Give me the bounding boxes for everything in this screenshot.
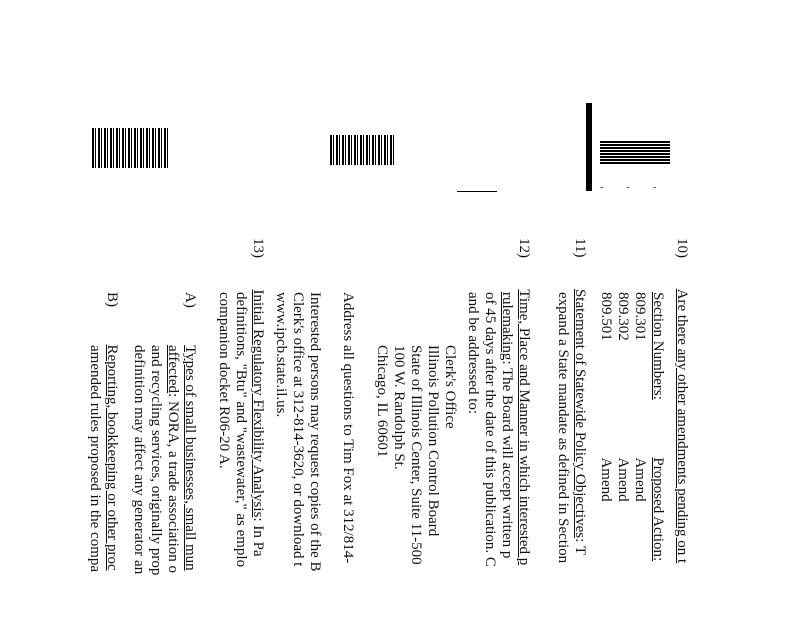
copies-line: [290, 292, 306, 566]
item-text: definitions, "Btu" and "wastewater," as emplo: [233, 292, 249, 568]
scan-artifact-barcode-1: [92, 128, 170, 168]
section-header: [650, 292, 666, 561]
section-row: [598, 292, 614, 502]
item-text: companion docket R06-20 A.: [216, 292, 232, 469]
subitem-heading: affected: [165, 345, 181, 394]
item-heading: rulemaking: [499, 292, 515, 361]
address-line: [391, 345, 407, 470]
address-text: State of Illinois Center, Suite 11-500: [408, 345, 424, 565]
item-number: 12): [516, 238, 532, 258]
separator-line: [457, 191, 497, 192]
subitem-letter: B): [104, 292, 120, 307]
copies-text: www.ipcb.state.il.us.: [273, 292, 289, 418]
subitem-a-line-4: [131, 345, 147, 574]
item-number: 10): [674, 238, 690, 258]
item-12-line-4: [465, 292, 481, 414]
item-13: [250, 238, 266, 557]
address-line: [442, 345, 458, 429]
subitem-text: amended rules proposed in the compa: [87, 345, 103, 573]
item-13-line-2: [233, 292, 249, 567]
address-text: 100 W. Randolph St.: [391, 345, 407, 470]
item-heading: Time, Place and Manner in which interested p: [516, 289, 532, 566]
subitem-b: [104, 292, 120, 571]
item-text: Are there any other amendments pending on t: [674, 288, 690, 564]
copies-line: [307, 292, 323, 572]
item-12-line-3: [482, 292, 498, 567]
section-numbers-label: Section Numbers:: [650, 292, 666, 400]
address-text: Chicago, IL 60601: [374, 345, 390, 458]
copies-text: Clerk's office at 312-814-3620, or download t: [290, 292, 306, 567]
item-10: [674, 238, 690, 563]
item-11: [572, 238, 588, 555]
item-text: expand a State mandate as defined in Section: [555, 292, 571, 564]
item-text: of 45 days after the date of this publication. C: [482, 292, 498, 567]
questions-line: [340, 292, 356, 563]
item-text: : The Board will accept written p: [499, 360, 515, 559]
section-action: Amend: [598, 457, 614, 502]
address-line: [425, 345, 441, 536]
address-text: Clerk's Office: [442, 345, 458, 429]
section-action: Amend: [615, 457, 631, 502]
subitem-heading: Types of small businesses, small mun: [182, 345, 198, 571]
subitem-b-line-2: [87, 345, 103, 572]
address-line: [408, 345, 424, 565]
item-11-line-2: [555, 292, 571, 563]
section-number: 809.302: [615, 292, 631, 341]
dash-marks: - - -: [600, 181, 667, 193]
item-text: : T: [572, 538, 588, 555]
copies-text: Interested persons may request copies of the B: [307, 292, 323, 572]
scan-artifact-bar: [586, 103, 592, 191]
address-line: [374, 345, 390, 457]
scan-artifact-stripes: [600, 140, 670, 164]
copies-line: [273, 292, 289, 417]
scan-artifact-barcode-2: [330, 135, 394, 165]
subitem-a-line-2: [165, 345, 181, 573]
section-action: Amend: [632, 457, 648, 502]
section-row: [615, 292, 631, 502]
item-text: : In Pa: [250, 517, 266, 557]
item-text: and be addressed to:: [465, 292, 481, 415]
item-heading: Statement of Statewide Policy Objectives: [572, 288, 588, 539]
questions-text: Address all questions to Tim Fox at 312/814-: [340, 292, 356, 564]
address-text: Illinois Pollution Control Board: [425, 345, 441, 537]
item-number: 13): [250, 238, 266, 258]
item-heading: Initial Regulatory Flexibility Analysis: [250, 289, 266, 518]
subitem-a-line-3: [148, 345, 164, 575]
item-12: [516, 238, 532, 565]
section-number: 809.501: [598, 292, 614, 341]
subitem-heading: Reporting, bookkeeping or other proc: [104, 344, 120, 571]
item-12-line-2: [499, 292, 515, 558]
subitem-letter: A): [182, 292, 198, 308]
section-number: 809.301: [632, 292, 648, 341]
proposed-action-label: Proposed Action:: [650, 457, 666, 562]
subitem-a: [182, 292, 198, 571]
subitem-text: and recycling services, originally prop: [148, 345, 164, 576]
subitem-text: : NORA, a trade association o: [165, 393, 181, 573]
item-13-line-3: [216, 292, 232, 469]
item-number: 11): [572, 238, 588, 258]
section-row: [632, 292, 648, 502]
subitem-text: definition may affect any generator an: [131, 345, 147, 575]
